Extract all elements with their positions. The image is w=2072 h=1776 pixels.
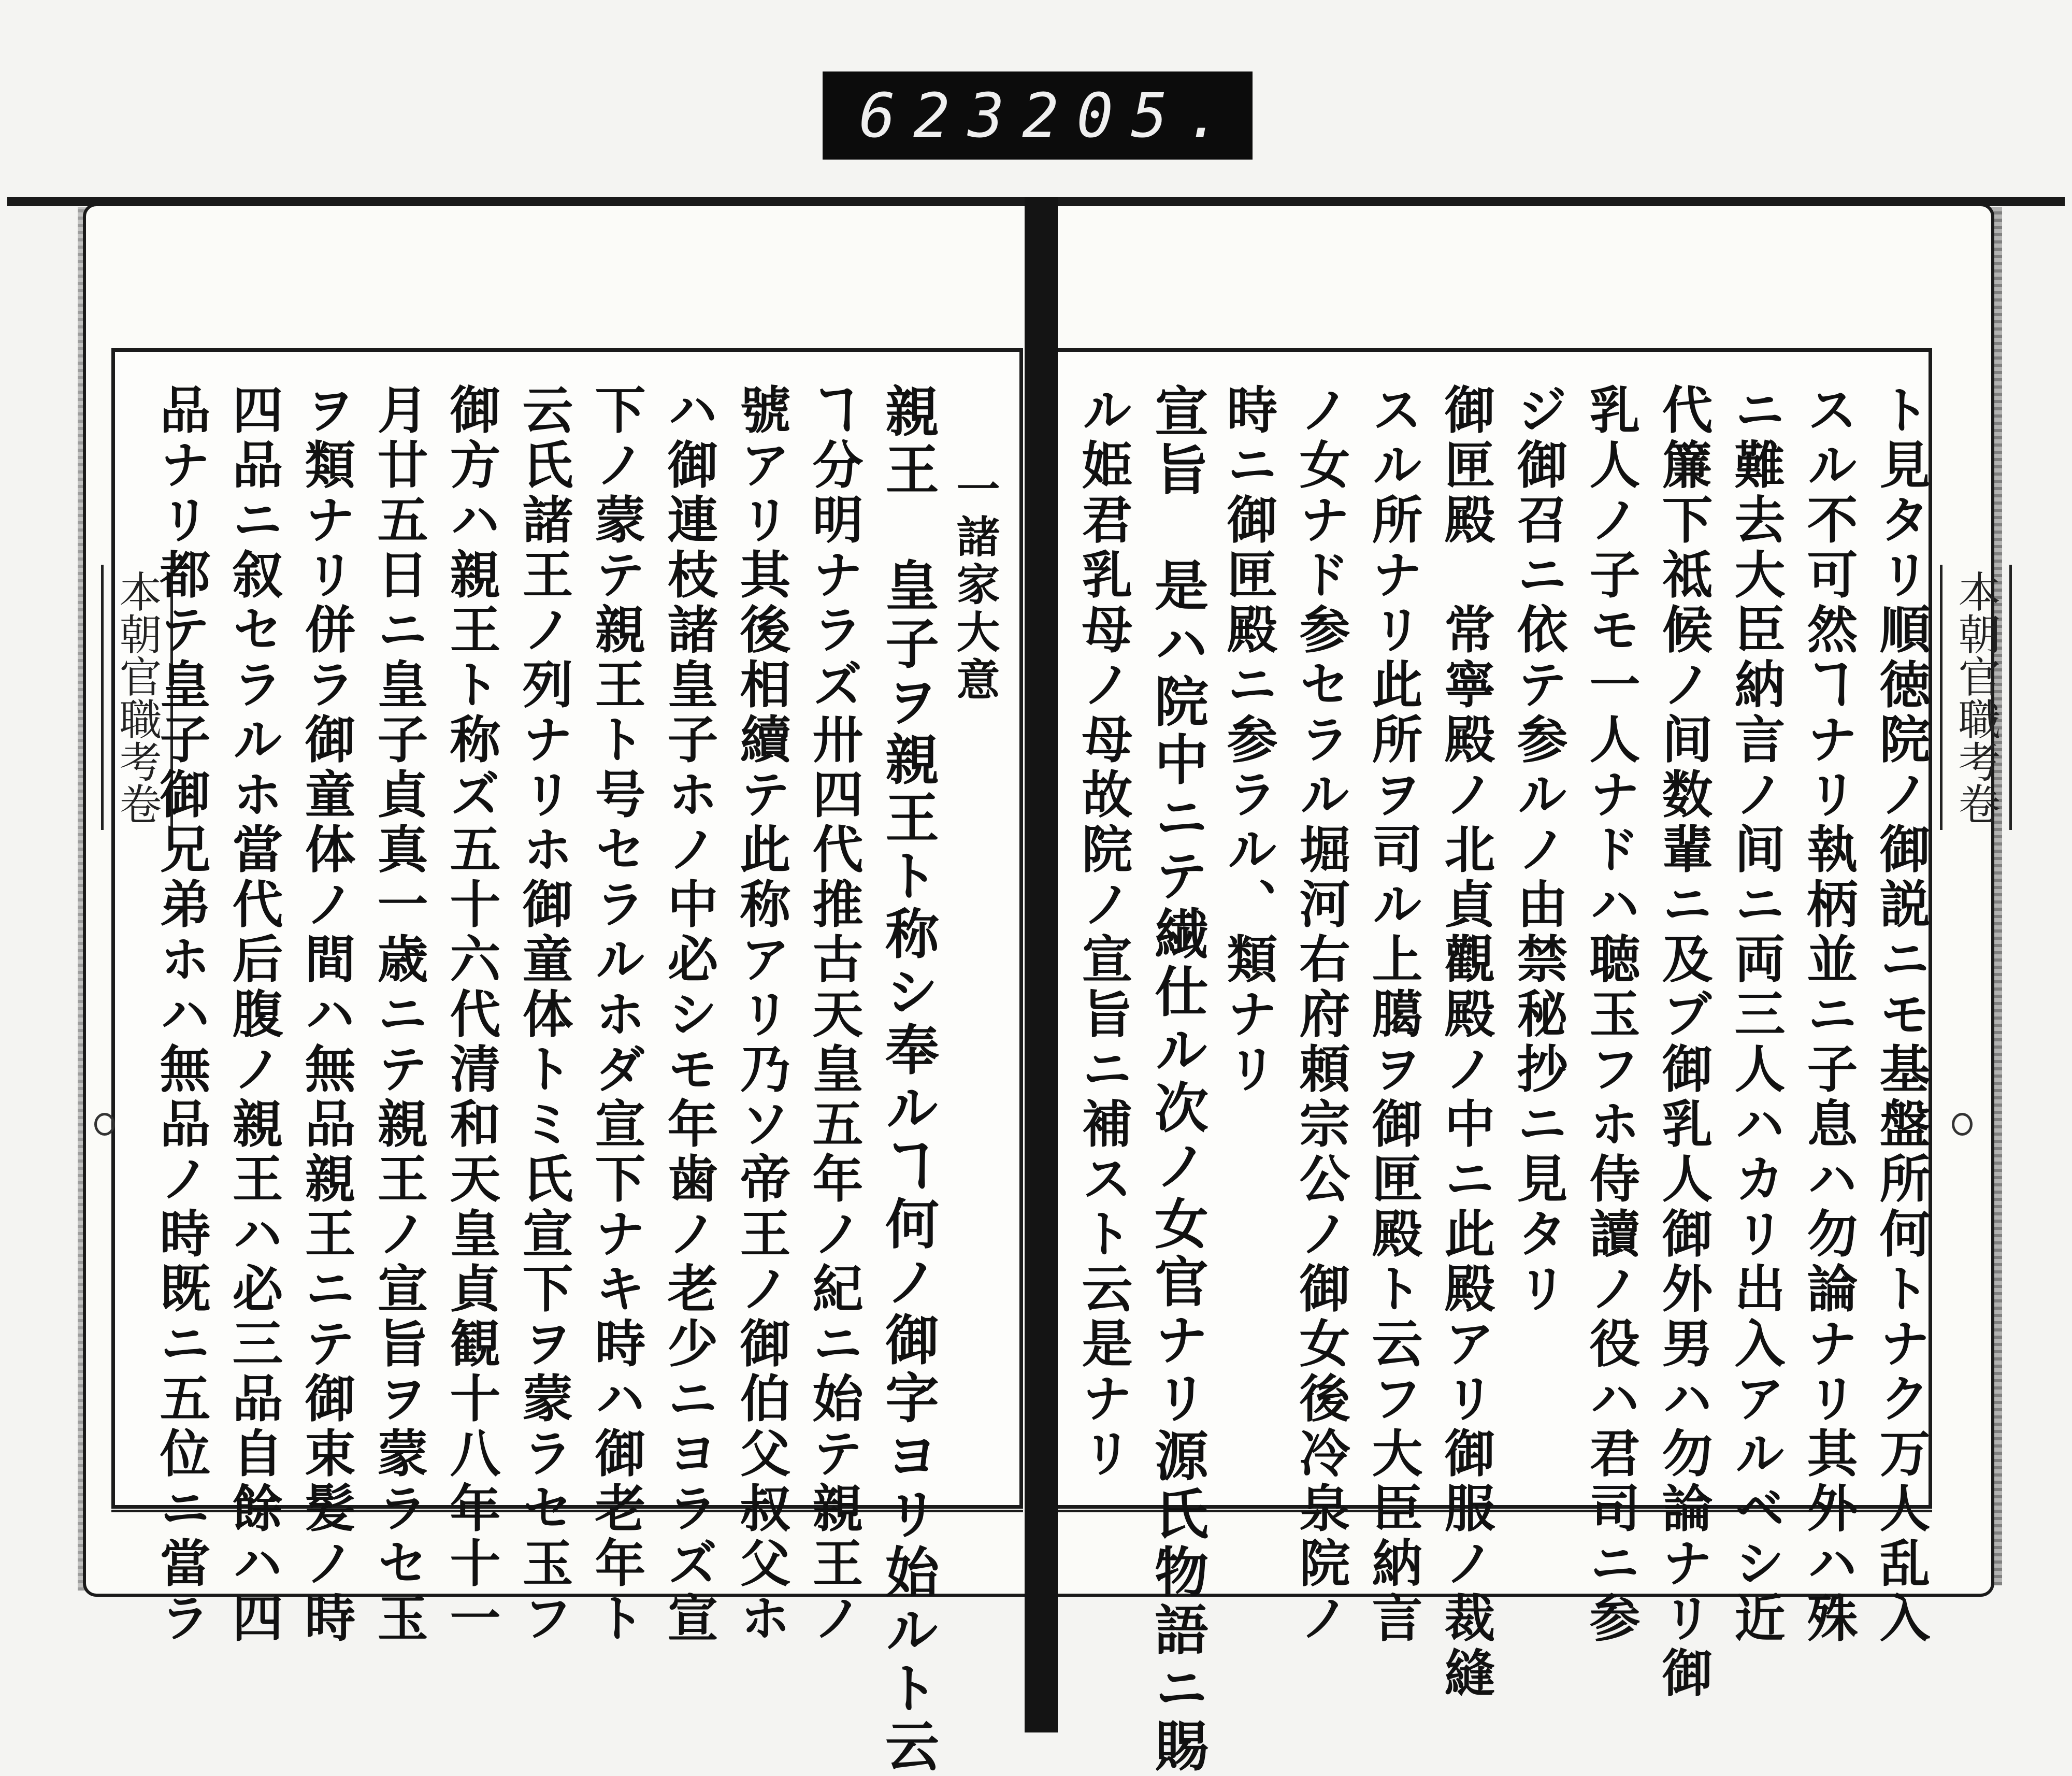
left-column-6: 云氏諸王ノ列ナリホ御童体トミ氏宣下ヲ蒙ラセ玉フ bbox=[514, 383, 573, 1646]
binding-hole-left bbox=[94, 1113, 115, 1136]
right-column-2: スル不可然ヿナリ執柄並ニ子息ハ勿論ナリ其外ハ殊 bbox=[1798, 383, 1858, 1646]
section-heading: 一諸家大意 bbox=[949, 466, 1001, 705]
right-spine-title: 本朝官職考卷 bbox=[1940, 565, 2012, 830]
reel-number: 623 bbox=[859, 80, 1023, 151]
right-column-10: 時ニ御匣殿ニ参ラル、類ナリ bbox=[1218, 383, 1278, 1097]
right-column-7: 御匣殿 常寧殿ノ北貞觀殿ノ中ニ此殿アリ御服ノ裁縫 bbox=[1436, 383, 1495, 1701]
right-column-8: スル所ナリ此所ヲ司ル上臈ヲ御匣殿ト云フ大臣納言 bbox=[1363, 383, 1423, 1646]
right-column-11: 宣旨 是ハ院中ニテ繊仕ル次ノ女官ナリ源氏物語ニ賜 bbox=[1145, 383, 1209, 1776]
right-column-9: ノ女ナド参セラル堀河右府頼宗公ノ御女後冷泉院ノ bbox=[1291, 383, 1350, 1646]
left-spine-title: 本朝官職考卷 bbox=[101, 565, 173, 830]
left-column-10: ヿ分明ナラズ卅四代推古天皇五年ノ紀ニ始テ親王ノ bbox=[804, 383, 864, 1646]
left-column-8: ハ御連枝諸皇子ホノ中必シモ年歯ノ老少ニヨラズ宣 bbox=[659, 383, 718, 1646]
binding-hole-right bbox=[1952, 1113, 1973, 1136]
frame-number: 205. bbox=[1022, 80, 1240, 151]
left-column-11: 親王 皇子ヲ親王ト称シ奉ルヿ何ノ御字ヨリ始ルト云 bbox=[876, 383, 940, 1776]
microfilm-frame-label bbox=[823, 71, 1253, 160]
right-column-1: ト見タリ順徳院ノ御説ニモ基盤所何トナク万人乱入 bbox=[1871, 383, 1931, 1646]
left-column-7: 下ノ蒙テ親王ト号セラルホダ宣下ナキ時ハ御老年ト bbox=[586, 383, 646, 1646]
book-gutter bbox=[1025, 197, 1058, 1732]
right-column-4: 代簾下祗候ノ间数輩ニ及ブ御乳人御外男ハ勿論ナリ御 bbox=[1653, 383, 1713, 1701]
right-column-3: ニ難去大臣納言ノ间ニ両三人ハカリ出入アルベシ近 bbox=[1726, 383, 1786, 1646]
left-column-9: 號アリ其後相續テ此称アリ乃ソ帝王ノ御伯父叔父ホ bbox=[731, 383, 791, 1646]
left-column-2: 四品ニ叙セラルホ當代后腹ノ親王ハ必三品自餘ハ四 bbox=[224, 383, 283, 1646]
right-column-5: 乳人ノ子モ一人ナドハ聴玉フホ侍讀ノ役ハ君司ニ参 bbox=[1581, 383, 1641, 1646]
left-column-4: 月廿五日ニ皇子貞真一歳ニテ親王ノ宣旨ヲ蒙ラセ玉 bbox=[369, 383, 428, 1646]
left-column-5: 御方ハ親王ト称ズ五十六代清和天皇貞観十八年十一 bbox=[441, 383, 501, 1646]
right-column-12: ル姫君乳母ノ母故院ノ宣旨ニ補スト云是ナリ bbox=[1073, 383, 1133, 1482]
left-column-3: ヲ類ナリ併ラ御童体ノ間ハ無品親王ニテ御束髪ノ時 bbox=[296, 383, 356, 1646]
left-column-1: 品ナリ都テ皇子御兄弟ホハ無品ノ時既ニ五位ニ當ラ bbox=[151, 383, 211, 1646]
right-column-6: ジ御召ニ依テ参ルノ由禁秘抄ニ見タリ bbox=[1508, 383, 1568, 1317]
